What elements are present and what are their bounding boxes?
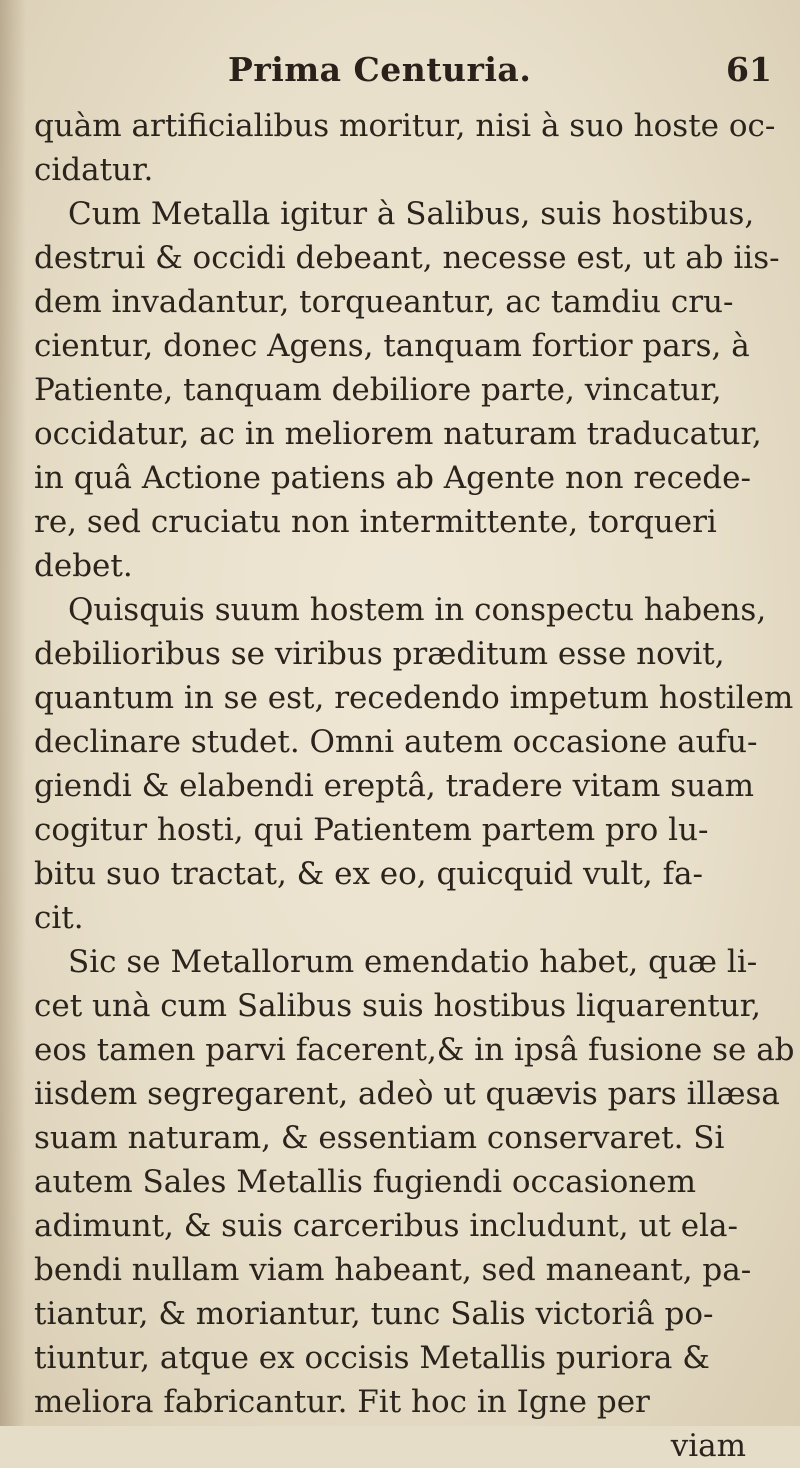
text-line: adimunt, & suis carceribus includunt, ut ela- bbox=[34, 1208, 738, 1244]
running-title: Prima Centuria. bbox=[228, 50, 532, 89]
catchword: viam bbox=[670, 1428, 746, 1464]
text-line: declinare studet. Omni autem occasione aufu- bbox=[34, 724, 758, 760]
text-line: destrui & occidi debeant, necesse est, ut ab iis- bbox=[34, 240, 780, 276]
text-line: in quâ Actione patiens ab Agente non recede- bbox=[34, 460, 751, 496]
text-line: cidatur. bbox=[34, 152, 154, 188]
text-line: eos tamen parvi facerent,& in ipsâ fusione se ab bbox=[34, 1032, 795, 1068]
text-line: Patiente, tanquam debiliore parte, vincatur, bbox=[34, 372, 722, 408]
text-line: bitu suo tractat, & ex eo, quicquid vult, fa- bbox=[34, 856, 703, 892]
text-line: quantum in se est, recedendo impetum hostilem bbox=[34, 680, 794, 716]
text-line: dem invadantur, torqueantur, ac tamdiu cru- bbox=[34, 284, 734, 320]
text-line: cet unà cum Salibus suis hostibus liquarentur, bbox=[34, 988, 761, 1024]
text-line: Sic se Metallorum emendatio habet, quæ li- bbox=[68, 944, 758, 980]
text-line: cogitur hosti, qui Patientem partem pro lu- bbox=[34, 812, 709, 848]
text-line: bendi nullam viam habeant, sed maneant, pa- bbox=[34, 1252, 752, 1288]
text-line: suam naturam, & essentiam conservaret. Si bbox=[34, 1120, 725, 1156]
text-line: occidatur, ac in meliorem naturam traducatur, bbox=[34, 416, 762, 452]
page-header bbox=[0, 50, 800, 100]
text-line: tiuntur, atque ex occisis Metallis puriora & bbox=[34, 1340, 710, 1376]
text-line: iisdem segregarent, adeò ut quævis pars illæsa bbox=[34, 1076, 780, 1112]
text-line: Quisquis suum hostem in conspectu habens, bbox=[68, 592, 767, 628]
page-number: 61 bbox=[726, 50, 772, 89]
text-line: debilioribus se viribus præditum esse novit, bbox=[34, 636, 725, 672]
text-line: cientur, donec Agens, tanquam fortior pars, à bbox=[34, 328, 750, 364]
text-line: cit. bbox=[34, 900, 84, 936]
text-line: autem Sales Metallis fugiendi occasionem bbox=[34, 1164, 696, 1200]
text-line: re, sed cruciatu non intermittente, torqueri bbox=[34, 504, 717, 540]
text-line: Cum Metalla igitur à Salibus, suis hostibus, bbox=[68, 196, 755, 232]
text-line: giendi & elabendi ereptâ, tradere vitam suam bbox=[34, 768, 754, 804]
text-line: debet. bbox=[34, 548, 133, 584]
text-line: quàm artificialibus moritur, nisi à suo hoste oc- bbox=[34, 108, 776, 144]
text-line: tiantur, & moriantur, tunc Salis victoriâ po- bbox=[34, 1296, 714, 1332]
gutter-shadow bbox=[0, 0, 26, 1426]
text-line: meliora fabricantur. Fit hoc in Igne per bbox=[34, 1384, 650, 1420]
